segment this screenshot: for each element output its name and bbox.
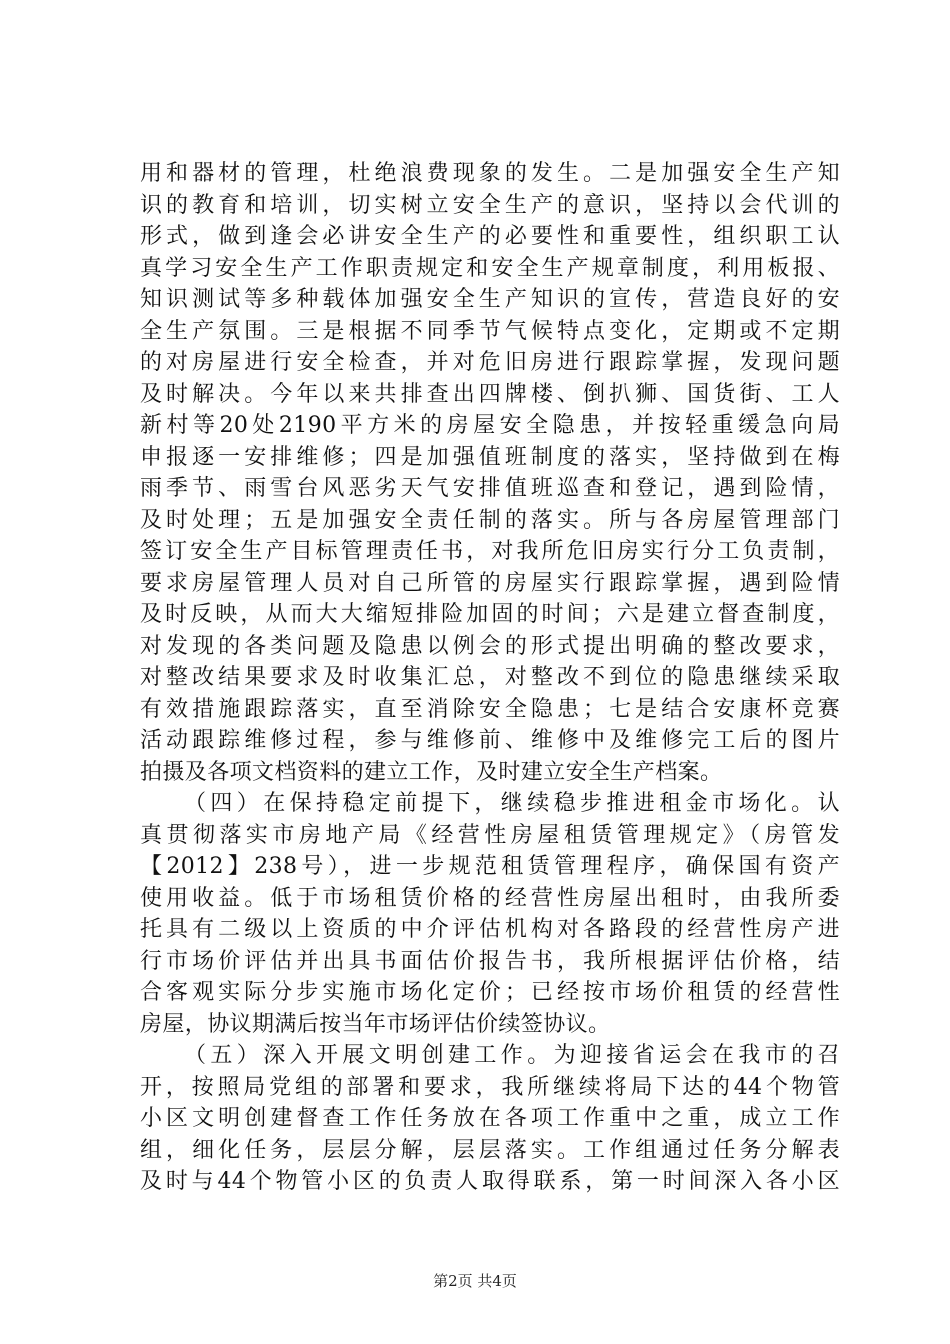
text-line: 知识测试等多种载体加强安全生产知识的宣传，营造良好的安 bbox=[140, 287, 840, 312]
text-line: 拍摄及各项文档资料的建立工作，及时建立安全生产档案。 bbox=[140, 759, 723, 785]
text-line: 的对房屋进行安全检查，并对危旧房进行跟踪掌握，发现问题 bbox=[140, 350, 840, 375]
text-line: 形式，做到逢会必讲安全生产的必要性和重要性，组织职工认 bbox=[140, 224, 840, 249]
paragraph-start-line: （五）深入开展文明创建工作。为迎接省运会在我市的召 bbox=[184, 1043, 840, 1068]
text-line: 及时反映，从而大大缩短排险加固的时间；六是建立督查制度， bbox=[140, 602, 840, 627]
text-line: 组，细化任务，层层分解，层层落实。工作组通过任务分解表 bbox=[140, 1137, 840, 1163]
text-line: 签订安全生产目标管理责任书，对我所危旧房实行分工负责制， bbox=[140, 539, 840, 564]
document-body bbox=[140, 158, 840, 1198]
text-line: 行市场价评估并出具书面估价报告书，我所根据评估价格，结 bbox=[140, 948, 840, 974]
text-line: 新村等20处2190平方米的房屋安全隐患，并按轻重缓急向局 bbox=[140, 413, 840, 438]
paragraph-start-line: （四）在保持稳定前提下，继续稳步推进租金市场化。认 bbox=[184, 791, 840, 816]
page-footer: 第2页 共4页 bbox=[433, 1272, 517, 1290]
text-line: 及时与44个物管小区的负责人取得联系，第一时间深入各小区 bbox=[140, 1169, 840, 1194]
text-line: 要求房屋管理人员对自己所管的房屋实行跟踪掌握，遇到险情 bbox=[140, 570, 840, 596]
text-line: 全生产氛围。三是根据不同季节气候特点变化，定期或不定期 bbox=[140, 318, 840, 344]
text-line: 托具有二级以上资质的中介评估机构对各路段的经营性房产进 bbox=[140, 917, 840, 942]
text-line: 及时处理；五是加强安全责任制的落实。所与各房屋管理部门 bbox=[140, 507, 840, 533]
text-line: 识的教育和培训，切实树立安全生产的意识，坚持以会代训的 bbox=[140, 192, 840, 218]
text-line: 有效措施跟踪落实，直至消除安全隐患；七是结合安康杯竞赛 bbox=[140, 696, 840, 722]
text-line: 活动跟踪维修过程，参与维修前、维修中及维修完工后的图片 bbox=[140, 728, 840, 753]
text-line: 房屋，协议期满后按当年市场评估价续签协议。 bbox=[140, 1011, 611, 1037]
text-line: 雨季节、雨雪台风恶劣天气安排值班巡查和登记，遇到险情， bbox=[140, 476, 840, 501]
text-line: 对发现的各类问题及隐患以例会的形式提出明确的整改要求， bbox=[140, 633, 840, 659]
text-line: 及时解决。今年以来共排查出四牌楼、倒扒狮、国货街、工人 bbox=[140, 381, 840, 407]
text-line: 真学习安全生产工作职责规定和安全生产规章制度，利用板报、 bbox=[140, 255, 840, 281]
text-line: 小区文明创建督查工作任务放在各项工作重中之重，成立工作 bbox=[140, 1106, 840, 1131]
text-line: 对整改结果要求及时收集汇总，对整改不到位的隐患继续采取 bbox=[140, 665, 840, 690]
text-line: 用和器材的管理，杜绝浪费现象的发生。二是加强安全生产知 bbox=[140, 161, 840, 186]
text-line: 开，按照局党组的部署和要求，我所继续将局下达的44个物管 bbox=[140, 1074, 840, 1100]
text-line: 真贯彻落实市房地产局《经营性房屋租赁管理规定》（房管发 bbox=[140, 822, 840, 848]
text-line: 【2012】238号），进一步规范租赁管理程序，确保国有资产 bbox=[140, 854, 840, 879]
text-line: 申报逐一安排维修；四是加强值班制度的落实，坚持做到在梅 bbox=[140, 444, 840, 470]
text-line: 合客观实际分步实施市场化定价；已经按市场价租赁的经营性 bbox=[140, 980, 840, 1005]
text-line: 使用收益。低于市场租赁价格的经营性房屋出租时，由我所委 bbox=[140, 885, 840, 911]
